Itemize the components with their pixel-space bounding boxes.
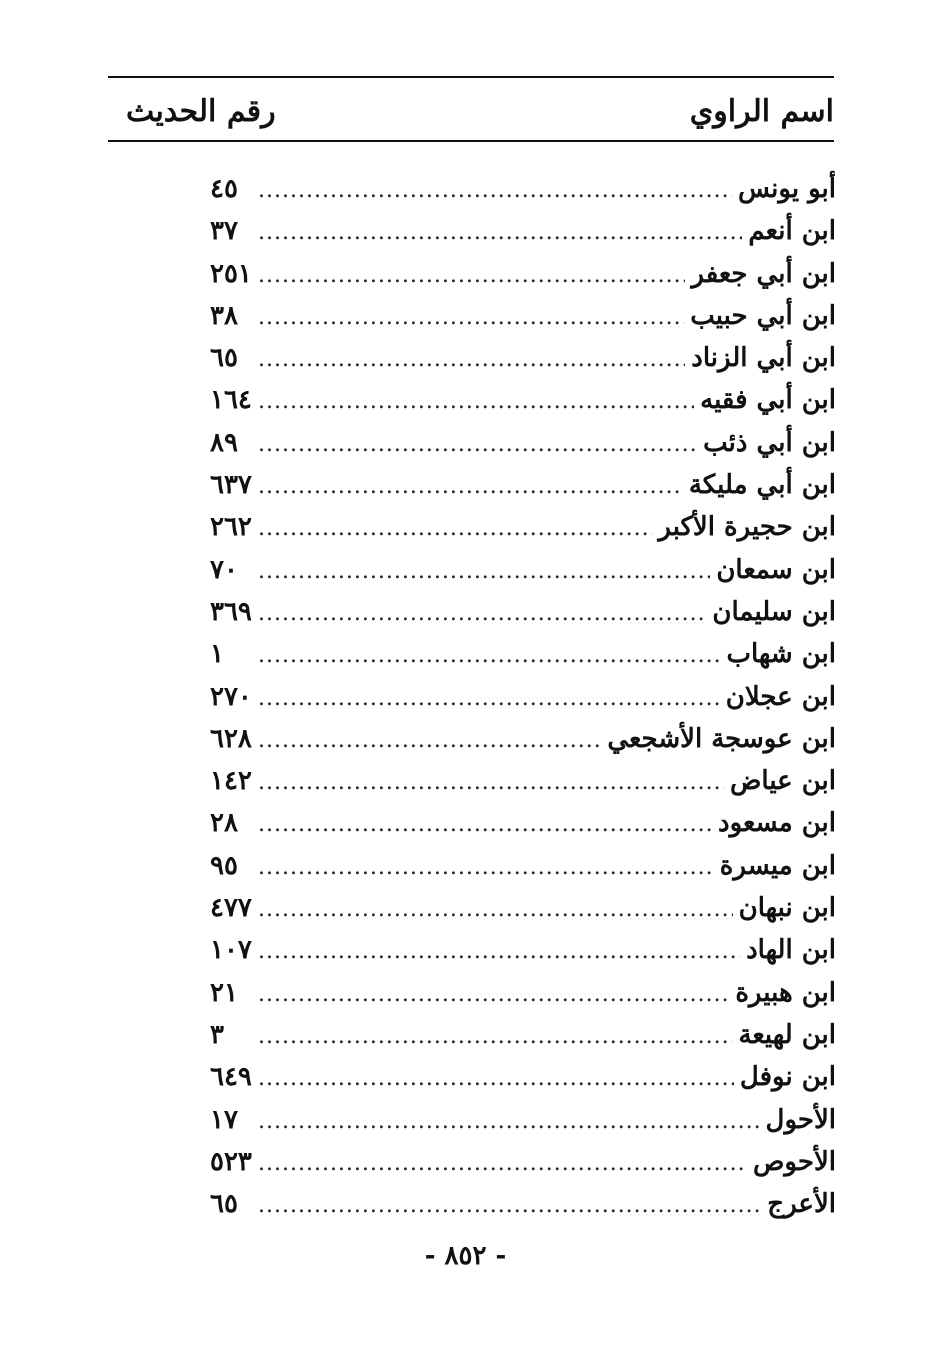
index-entry — [210, 849, 836, 891]
hadith-number: ٨٩ — [210, 427, 238, 458]
index-entry — [210, 722, 836, 764]
dot-leader — [258, 470, 683, 504]
hadith-number: ٦٥ — [210, 1189, 238, 1220]
index-entry — [210, 299, 836, 341]
dot-leader — [258, 343, 685, 377]
dot-leader — [258, 259, 685, 293]
hadith-number: ٢٧٠ — [210, 681, 252, 712]
hadith-number: ٦٢٨ — [210, 723, 252, 754]
hadith-number: ١٦٤ — [210, 385, 252, 416]
index-entry — [210, 214, 836, 256]
narrator-index-list — [210, 172, 836, 1229]
table-header — [108, 84, 834, 136]
dot-leader — [258, 301, 684, 335]
hadith-number-column-heading: رقم الحديث — [126, 94, 276, 129]
dot-leader — [258, 1189, 761, 1223]
index-entry — [210, 933, 836, 975]
narrator-name: ابن أبي ذئب — [703, 427, 836, 458]
narrator-name: ابن أبي فقيه — [700, 385, 836, 416]
narrator-name: ابن عجلان — [725, 681, 836, 712]
page-number: - ٨٥٢ - — [424, 1241, 507, 1271]
hadith-number: ١٠٧ — [210, 935, 252, 966]
index-entry — [210, 257, 836, 299]
hadith-number: ٦٤٩ — [210, 1062, 252, 1093]
index-entry — [210, 595, 836, 637]
narrator-name: ابن أنعم — [748, 216, 836, 247]
narrator-name: ابن نوفل — [739, 1062, 836, 1093]
narrator-column-heading: اسم الراوي — [689, 94, 834, 129]
index-entry — [210, 976, 836, 1018]
narrator-name: ابن أبي حبيب — [690, 300, 836, 331]
index-entry — [210, 383, 836, 425]
index-entry — [210, 1145, 836, 1187]
index-entry — [210, 510, 836, 552]
hadith-number: ٢٥١ — [210, 258, 252, 289]
index-entry — [210, 764, 836, 806]
narrator-name: ابن أبي مليكة — [688, 470, 836, 501]
dot-leader — [258, 766, 724, 800]
index-entry — [210, 891, 836, 933]
hadith-number: ٤٥ — [210, 174, 238, 204]
hadith-number: ٦٥ — [210, 343, 238, 374]
index-entry — [210, 806, 836, 848]
dot-leader — [258, 1062, 734, 1096]
hadith-number: ٢٦٢ — [210, 512, 252, 543]
dot-leader — [258, 512, 652, 546]
hadith-number: ١٤٢ — [210, 766, 252, 797]
index-entry — [210, 341, 836, 383]
narrator-name: ابن مسعود — [718, 808, 836, 839]
dot-leader — [258, 385, 694, 419]
hadith-number: ٣٧ — [210, 216, 238, 247]
narrator-name: ابن ميسرة — [719, 850, 836, 881]
dot-leader — [258, 724, 601, 758]
index-entry — [210, 680, 836, 722]
header-top-rule — [108, 76, 834, 78]
dot-leader — [258, 1020, 732, 1054]
index-entry — [210, 553, 836, 595]
narrator-name: ابن أبي جعفر — [691, 258, 836, 289]
narrator-name: ابن سمعان — [716, 554, 836, 585]
dot-leader — [258, 893, 733, 927]
narrator-name: أبو يونس — [738, 174, 836, 204]
dot-leader — [258, 555, 710, 589]
narrator-name: الأحول — [765, 1104, 836, 1135]
index-entry — [210, 1187, 836, 1229]
index-entry — [210, 637, 836, 679]
hadith-number: ١٧ — [210, 1104, 238, 1135]
hadith-number: ٩٥ — [210, 850, 238, 881]
hadith-number: ٧٠ — [210, 554, 238, 585]
hadith-number: ٣ — [210, 1019, 224, 1050]
dot-leader — [258, 597, 706, 631]
hadith-number: ٢٨ — [210, 808, 238, 839]
narrator-name: ابن شهاب — [726, 639, 836, 670]
narrator-name: الأحوص — [753, 1146, 836, 1177]
index-entry — [210, 426, 836, 468]
narrator-name: ابن حجيرة الأكبر — [658, 512, 836, 543]
narrator-name: ابن نبهان — [738, 893, 836, 924]
narrator-name: ابن سليمان — [712, 596, 836, 627]
dot-leader — [258, 935, 740, 969]
dot-leader — [258, 808, 712, 842]
narrator-name: ابن هبيرة — [735, 977, 836, 1008]
narrator-name: الأعرج — [767, 1189, 836, 1220]
dot-leader — [258, 978, 729, 1012]
hadith-number: ١ — [210, 639, 224, 670]
hadith-number: ٣٨ — [210, 300, 238, 331]
dot-leader — [258, 1147, 747, 1181]
hadith-number: ٥٢٣ — [210, 1146, 252, 1177]
index-entry — [210, 1018, 836, 1060]
dot-leader — [258, 851, 714, 885]
hadith-number: ٣٦٩ — [210, 596, 252, 627]
narrator-name: ابن الهاد — [746, 935, 836, 966]
index-entry — [210, 468, 836, 510]
hadith-number: ٤٧٧ — [210, 893, 252, 924]
index-entry — [210, 1060, 836, 1102]
narrator-name: ابن عوسجة الأشجعي — [607, 723, 836, 754]
narrator-name: ابن لهيعة — [738, 1019, 836, 1050]
hadith-number: ٢١ — [210, 977, 238, 1008]
hadith-number: ٦٣٧ — [210, 470, 252, 501]
dot-leader — [258, 174, 732, 208]
dot-leader — [258, 1105, 760, 1139]
dot-leader — [258, 216, 742, 250]
header-bottom-rule — [108, 140, 834, 142]
dot-leader — [258, 639, 721, 673]
dot-leader — [258, 428, 697, 462]
index-entry — [210, 172, 836, 214]
index-entry — [210, 1103, 836, 1145]
dot-leader — [258, 682, 720, 716]
narrator-name: ابن أبي الزناد — [691, 343, 836, 374]
narrator-name: ابن عياض — [729, 766, 836, 797]
